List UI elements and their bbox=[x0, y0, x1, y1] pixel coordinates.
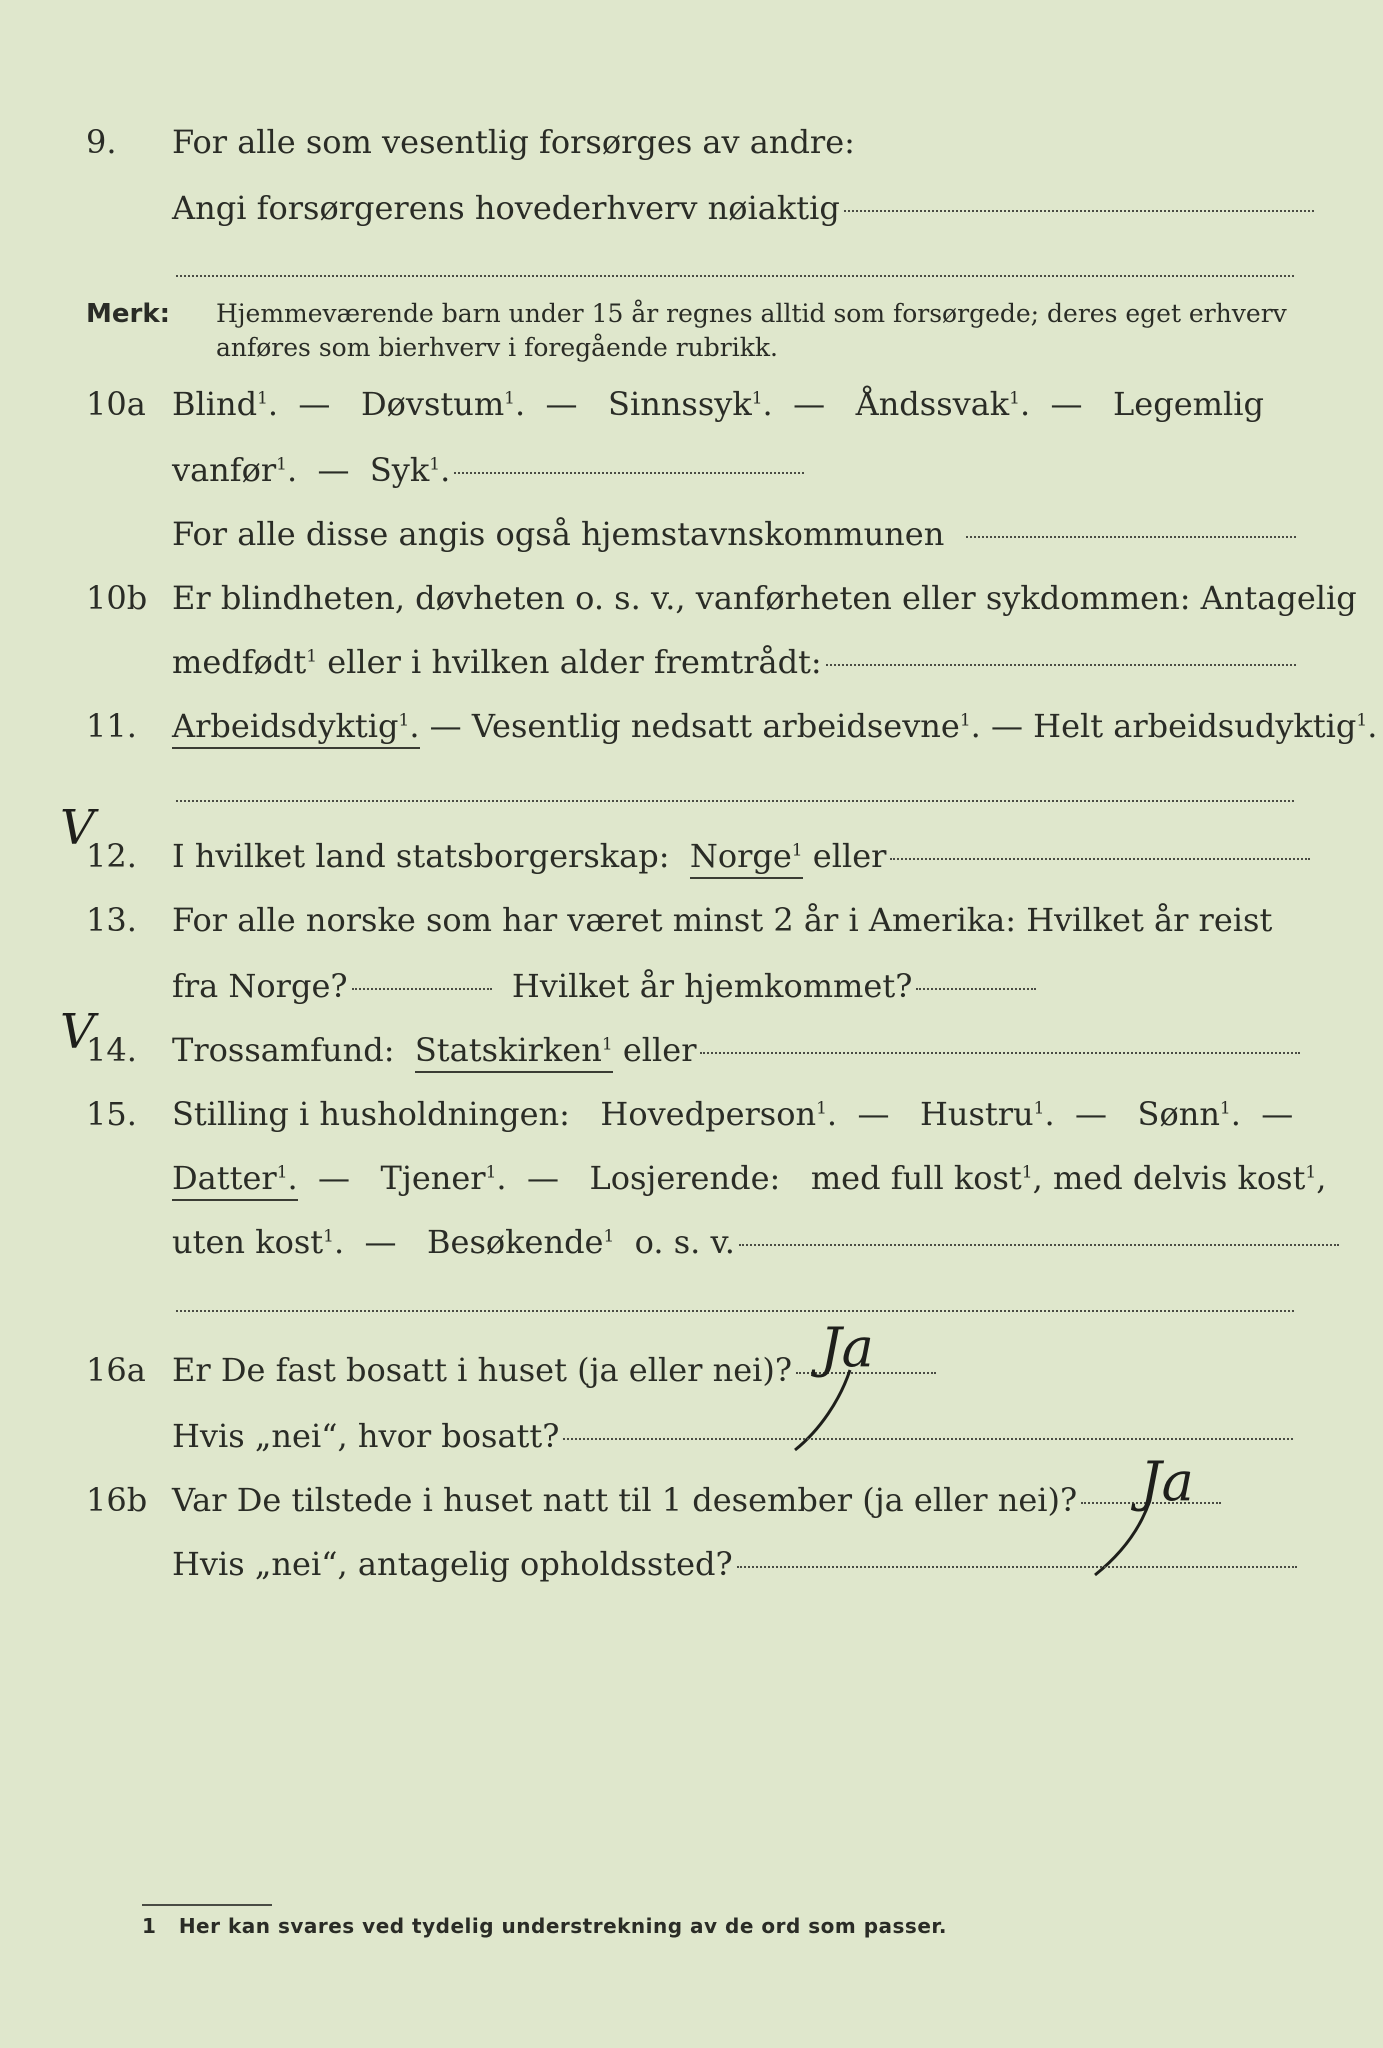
q16a-bosatt-field[interactable] bbox=[563, 1437, 1293, 1440]
q15-field[interactable] bbox=[739, 1243, 1339, 1246]
q10a-line1: Blind$^1$. — Døvstum$^1$. — Sinnssyk$^1$. — Åndssvak$^1$. — Legemlig bbox=[172, 385, 1264, 423]
q9-extra-line[interactable] bbox=[176, 275, 1294, 277]
q10b-alder-field[interactable] bbox=[826, 663, 1296, 666]
q9-line1: For alle som vesentlig forsørges av andre: bbox=[172, 123, 855, 161]
q9-line2-text: Angi forsørgerens hovederhverv nøiaktig bbox=[172, 189, 840, 227]
footnote-ref: 1 bbox=[504, 388, 515, 409]
footnote-ref: 1 bbox=[751, 388, 763, 409]
option-dovstum: Døvstum bbox=[360, 385, 505, 423]
option-statskirken[interactable] bbox=[415, 1031, 613, 1073]
q12-line bbox=[172, 836, 1310, 876]
q15-line3: uten kost$^1$. — Besøkende$^1$ o. s. v. bbox=[172, 1222, 1339, 1262]
footnote-ref: 1 bbox=[601, 1034, 613, 1055]
option-norge[interactable] bbox=[690, 837, 803, 879]
merk-line2: anføres som bierhverv i foregående rubrikk. bbox=[216, 333, 778, 362]
q9-number: 9. bbox=[86, 123, 117, 161]
datter-text: Datter bbox=[172, 1159, 277, 1197]
norge-text: Norge bbox=[689, 837, 792, 875]
option-sonn: Sønn bbox=[1137, 1095, 1220, 1133]
option-uten-kost: uten kost bbox=[172, 1223, 324, 1261]
option-syk: Syk bbox=[369, 451, 430, 489]
q13-reist-field[interactable] bbox=[352, 987, 492, 990]
footnote-ref: 1 bbox=[1305, 1162, 1317, 1183]
q10a-syk-field[interactable] bbox=[454, 471, 804, 474]
handwritten-answer-16a: Ja bbox=[820, 1316, 874, 1379]
q16b-number: 16b bbox=[86, 1481, 148, 1519]
q11-line: Arbeidsdyktig$^1$. — Vesentlig nedsatt arbeidsevne$^1$. — Helt arbeidsudyktig$^1$. bbox=[172, 706, 1377, 746]
q15-line1: Stilling i husholdningen: Hovedperson$^1$. — Hustru$^1$. — Sønn$^1$. — bbox=[172, 1095, 1294, 1133]
q13-line2 bbox=[172, 966, 1036, 1006]
dash: — bbox=[1075, 1095, 1107, 1133]
handwritten-check-mark: V bbox=[60, 1004, 95, 1060]
dash: — bbox=[857, 1095, 890, 1133]
q12-country-field[interactable] bbox=[890, 857, 1310, 860]
q15-extra-line[interactable] bbox=[176, 1310, 1294, 1312]
q14-trossamfund-field[interactable] bbox=[700, 1051, 1300, 1054]
arbeidsdyktig-text: Arbeidsdyktig bbox=[172, 707, 399, 745]
q16b-opholdssted-field[interactable] bbox=[737, 1565, 1297, 1568]
dash: — bbox=[1261, 1095, 1294, 1133]
merk-label bbox=[86, 296, 170, 332]
q16a-question: Er De fast bosatt i huset (ja eller nei)? bbox=[172, 1351, 793, 1389]
option-vanfor: vanfør bbox=[172, 451, 277, 489]
footnote-ref: 1 bbox=[1009, 388, 1020, 409]
option-andssvak: Åndssvak bbox=[855, 385, 1010, 423]
q13-hjem-text: Hvilket år hjemkommet? bbox=[511, 967, 913, 1005]
footnote-ref: 1 bbox=[398, 710, 410, 731]
handwritten-answer-16b: Ja bbox=[1140, 1450, 1194, 1513]
option-hustru: Hustru bbox=[919, 1095, 1034, 1133]
q16b-line2 bbox=[172, 1544, 1297, 1584]
option-besokende: Besøkende bbox=[426, 1223, 604, 1261]
q10b-line1: Er blindheten, døvheten o. s. v., vanførheten eller sykdommen: Antagelig bbox=[172, 579, 1357, 617]
footnote-ref: 1 bbox=[1219, 1098, 1231, 1119]
q10a-line3 bbox=[172, 514, 1296, 554]
dash: — bbox=[364, 1223, 397, 1261]
statskirken-text: Statskirken bbox=[414, 1031, 602, 1069]
q14-line bbox=[172, 1030, 1300, 1070]
footnote-ref: 1 bbox=[603, 1226, 615, 1247]
q10a-hjemstavn-field[interactable] bbox=[966, 535, 1296, 538]
footnote-text: Her kan svares ved tydelig understrekning av de ord som passer. bbox=[178, 1914, 948, 1938]
footnote-ref: 1 bbox=[323, 1226, 334, 1247]
dash: — bbox=[429, 707, 462, 745]
q16a-bosatt-text: Hvis „nei“, hvor bosatt? bbox=[172, 1417, 560, 1455]
q15-line2: Datter$^1$. — Tjener$^1$. — Losjerende: med full kost$^1$, med delvis kost$^1$, bbox=[172, 1158, 1326, 1198]
q10a-hjemstavn-text: For alle disse angis også hjemstavnskommunen bbox=[172, 515, 945, 553]
q13-number: 13. bbox=[86, 901, 137, 939]
q16b-line1 bbox=[172, 1480, 1221, 1520]
option-delvis-kost: med delvis kost bbox=[1052, 1159, 1306, 1197]
option-losjerende: Losjerende: bbox=[589, 1159, 781, 1197]
option-arbeidsdyktig[interactable]: Arbeidsdyktig$^1$. bbox=[172, 707, 420, 749]
option-blind: Blind bbox=[172, 385, 258, 423]
footnote-ref: 1 bbox=[959, 710, 971, 731]
merk-label-text: Merk: bbox=[86, 299, 171, 329]
q10a-line2: vanfør$^1$. — Syk$^1$. bbox=[172, 450, 804, 490]
q9-line2 bbox=[172, 188, 1314, 228]
footnote-ref: 1 bbox=[276, 454, 287, 475]
q13-line1: For alle norske som har været minst 2 år i Amerika: Hvilket år reist bbox=[172, 901, 1273, 939]
dash: — bbox=[526, 1159, 559, 1197]
q11-number: 11. bbox=[86, 707, 137, 745]
footnote-ref: 1 bbox=[1356, 710, 1368, 731]
q11-extra-line[interactable] bbox=[176, 800, 1294, 802]
q14-eller: eller bbox=[622, 1031, 697, 1069]
q9-answer-field[interactable] bbox=[844, 209, 1314, 212]
footnote-ref: 1 bbox=[816, 1098, 827, 1119]
q12-eller: eller bbox=[812, 837, 887, 875]
footnote-ref: 1 bbox=[1021, 1162, 1033, 1183]
option-legemlig: Legemlig bbox=[1113, 385, 1264, 423]
option-sinnssyk: Sinnssyk bbox=[608, 385, 752, 423]
q15-text: Stilling i husholdningen: bbox=[172, 1095, 570, 1133]
q13-fra-text: fra Norge? bbox=[172, 967, 348, 1005]
q10b-line2 bbox=[172, 642, 1296, 682]
q10a-number: 10a bbox=[86, 385, 146, 423]
option-full-kost: med full kost bbox=[810, 1159, 1022, 1197]
option-helt-udyktig: Helt arbeidsudyktig bbox=[1033, 707, 1357, 745]
footnote-ref: 1 bbox=[276, 1162, 288, 1183]
q16a-number: 16a bbox=[86, 1351, 146, 1389]
q16b-opholdssted-text: Hvis „nei“, antagelig opholdssted? bbox=[172, 1545, 733, 1583]
option-medfodt: medfødt bbox=[172, 643, 307, 681]
option-tjener: Tjener bbox=[380, 1159, 486, 1197]
q10b-number: 10b bbox=[86, 579, 148, 617]
q10b-alder-text: eller i hvilken alder fremtrådt: bbox=[327, 643, 822, 681]
dash: — bbox=[318, 1159, 351, 1197]
option-datter[interactable]: Datter$^1$. bbox=[172, 1159, 298, 1201]
footnote-ref: 1 bbox=[257, 388, 268, 409]
handwritten-check-mark: V bbox=[60, 800, 95, 856]
footnote-rule bbox=[142, 1904, 272, 1906]
q12-text: I hvilket land statsborgerskap: bbox=[172, 837, 670, 875]
dash: — bbox=[1050, 385, 1083, 423]
footnote-ref: 1 bbox=[1033, 1098, 1045, 1119]
footnote-mark: 1 bbox=[142, 1914, 157, 1938]
q12-number: 12. bbox=[86, 837, 137, 875]
q16b-question: Var De tilstede i huset natt til 1 desember (ja eller nei)? bbox=[172, 1481, 1078, 1519]
q14-number: 14. bbox=[86, 1031, 137, 1069]
merk-line1: Hjemmeværende barn under 15 år regnes alltid som forsørgede; deres eget erhverv bbox=[216, 299, 1287, 328]
footnote bbox=[142, 1914, 947, 1938]
q14-text: Trossamfund: bbox=[172, 1031, 395, 1069]
option-hovedperson: Hovedperson bbox=[600, 1095, 817, 1133]
option-vesentlig-nedsatt: Vesentlig nedsatt arbeidsevne bbox=[471, 707, 960, 745]
q16a-line2 bbox=[172, 1416, 1293, 1456]
q15-osv: o. s. v. bbox=[634, 1223, 735, 1261]
q13-hjemkommet-field[interactable] bbox=[916, 987, 1036, 990]
dash: — bbox=[298, 385, 331, 423]
q15-number: 15. bbox=[86, 1095, 137, 1133]
footnote-ref: 1 bbox=[485, 1162, 497, 1183]
dash: — bbox=[317, 451, 350, 489]
dash: — bbox=[545, 385, 578, 423]
footnote-ref: 1 bbox=[306, 646, 318, 667]
footnote-ref: 1 bbox=[429, 454, 441, 475]
footnote-ref: 1 bbox=[791, 840, 803, 861]
dash: — bbox=[991, 707, 1023, 745]
dash: — bbox=[793, 385, 826, 423]
